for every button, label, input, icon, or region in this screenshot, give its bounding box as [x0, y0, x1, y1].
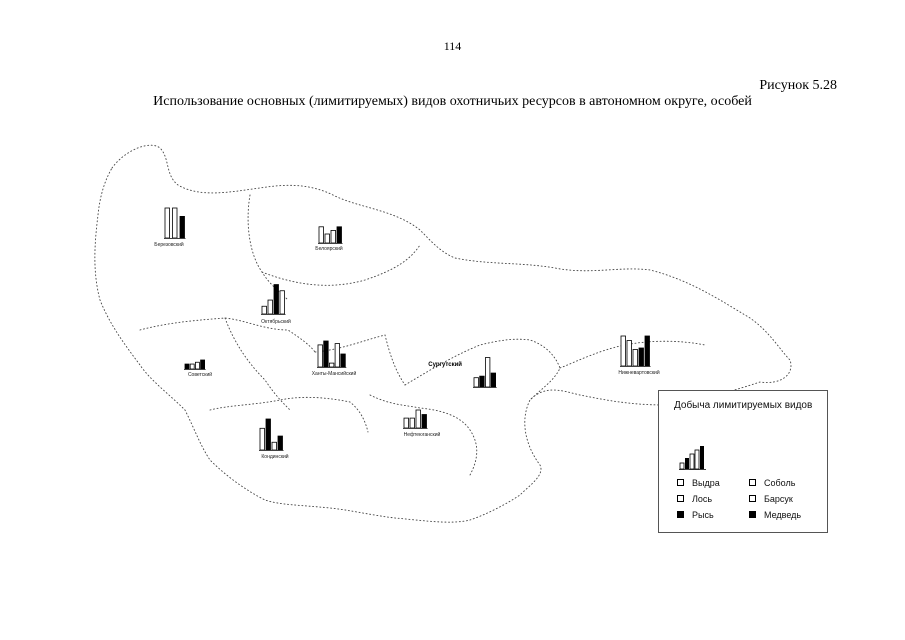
- bar: [337, 227, 342, 243]
- figure-label: Рисунок 5.28: [759, 78, 837, 93]
- kondinsky-boundary: [210, 397, 368, 432]
- bar: [485, 358, 490, 387]
- district-chart: [618, 336, 659, 376]
- bar: [335, 344, 340, 367]
- bar: [416, 410, 421, 428]
- district-label: Нижневартовский: [618, 370, 660, 376]
- bar: [278, 436, 283, 450]
- legend-sample-chart-icon: [679, 441, 719, 471]
- bar: [280, 291, 285, 314]
- bar: [260, 428, 265, 450]
- bar: [201, 360, 205, 369]
- bar: [272, 442, 277, 450]
- bar: [325, 234, 330, 243]
- bar: [185, 364, 189, 369]
- bar: [633, 350, 638, 367]
- district-chart: [259, 419, 289, 460]
- bar: [474, 378, 479, 387]
- legend-swatch-filled: [749, 511, 756, 518]
- bar: [480, 376, 485, 387]
- bar: [195, 362, 199, 369]
- district-charts: [154, 208, 660, 460]
- legend-item-label: Выдра: [692, 478, 720, 488]
- legend-swatch-outline: [749, 479, 756, 486]
- bar: [324, 341, 329, 367]
- district-chart: [154, 208, 185, 248]
- district-chart: [261, 285, 291, 325]
- district-chart: [312, 341, 357, 377]
- legend: [658, 390, 828, 533]
- bar: [173, 208, 178, 238]
- legend-item-label: Медведь: [764, 510, 802, 520]
- district-label: Белоярский: [315, 246, 343, 252]
- legend-swatch-outline: [677, 495, 684, 502]
- bar: [180, 216, 185, 238]
- district-label: Нефтеюганский: [403, 432, 441, 438]
- bar: [319, 227, 324, 243]
- bar: [190, 364, 194, 369]
- district-label: Березовский: [154, 242, 184, 248]
- legend-item-label: Барсук: [764, 494, 793, 504]
- bar: [268, 300, 273, 314]
- figure-title: Использование основных (лимитируемых) видов охотничьих ресурсов в автономном округе, особей: [153, 94, 752, 109]
- sovetsky-boundary: [225, 318, 290, 410]
- bar: [404, 418, 409, 428]
- legend-item-label: Лось: [692, 494, 713, 504]
- district-label: Сургутский: [428, 362, 462, 368]
- bar: [274, 285, 279, 314]
- district-chart: [428, 358, 496, 388]
- district-label: Советский: [187, 372, 213, 378]
- nizhnevartovsk-boundary: [560, 341, 705, 368]
- bar: [410, 418, 415, 428]
- bar: [329, 363, 334, 367]
- legend-title: Добыча лимитируемых видов: [674, 400, 813, 411]
- legend-swatch-outline: [677, 479, 684, 486]
- surgut-boundary: [405, 339, 560, 400]
- district-chart: [315, 227, 343, 252]
- bar: [491, 373, 496, 387]
- legend-swatch-outline: [749, 495, 756, 502]
- district-label: Октябрьский: [261, 319, 291, 325]
- bar: [262, 306, 267, 314]
- legend-item-label: Соболь: [764, 478, 796, 488]
- bar: [318, 345, 323, 367]
- bar: [422, 415, 427, 429]
- legend-swatch-filled: [677, 511, 684, 518]
- district-label: Кондинский: [261, 454, 289, 460]
- district-chart: [184, 360, 212, 378]
- bar: [627, 341, 632, 367]
- bar: [266, 419, 271, 450]
- district-chart: [403, 410, 441, 438]
- bar: [639, 348, 644, 366]
- bar: [331, 230, 336, 243]
- legend-item-label: Рысь: [692, 510, 714, 520]
- bar: [341, 354, 346, 367]
- page-number: 114: [443, 39, 462, 53]
- bar: [645, 336, 650, 366]
- bar: [621, 336, 626, 366]
- bar: [165, 208, 170, 238]
- berezovsky-boundary: [248, 195, 288, 300]
- district-label: Ханты-Мансийский: [311, 371, 357, 377]
